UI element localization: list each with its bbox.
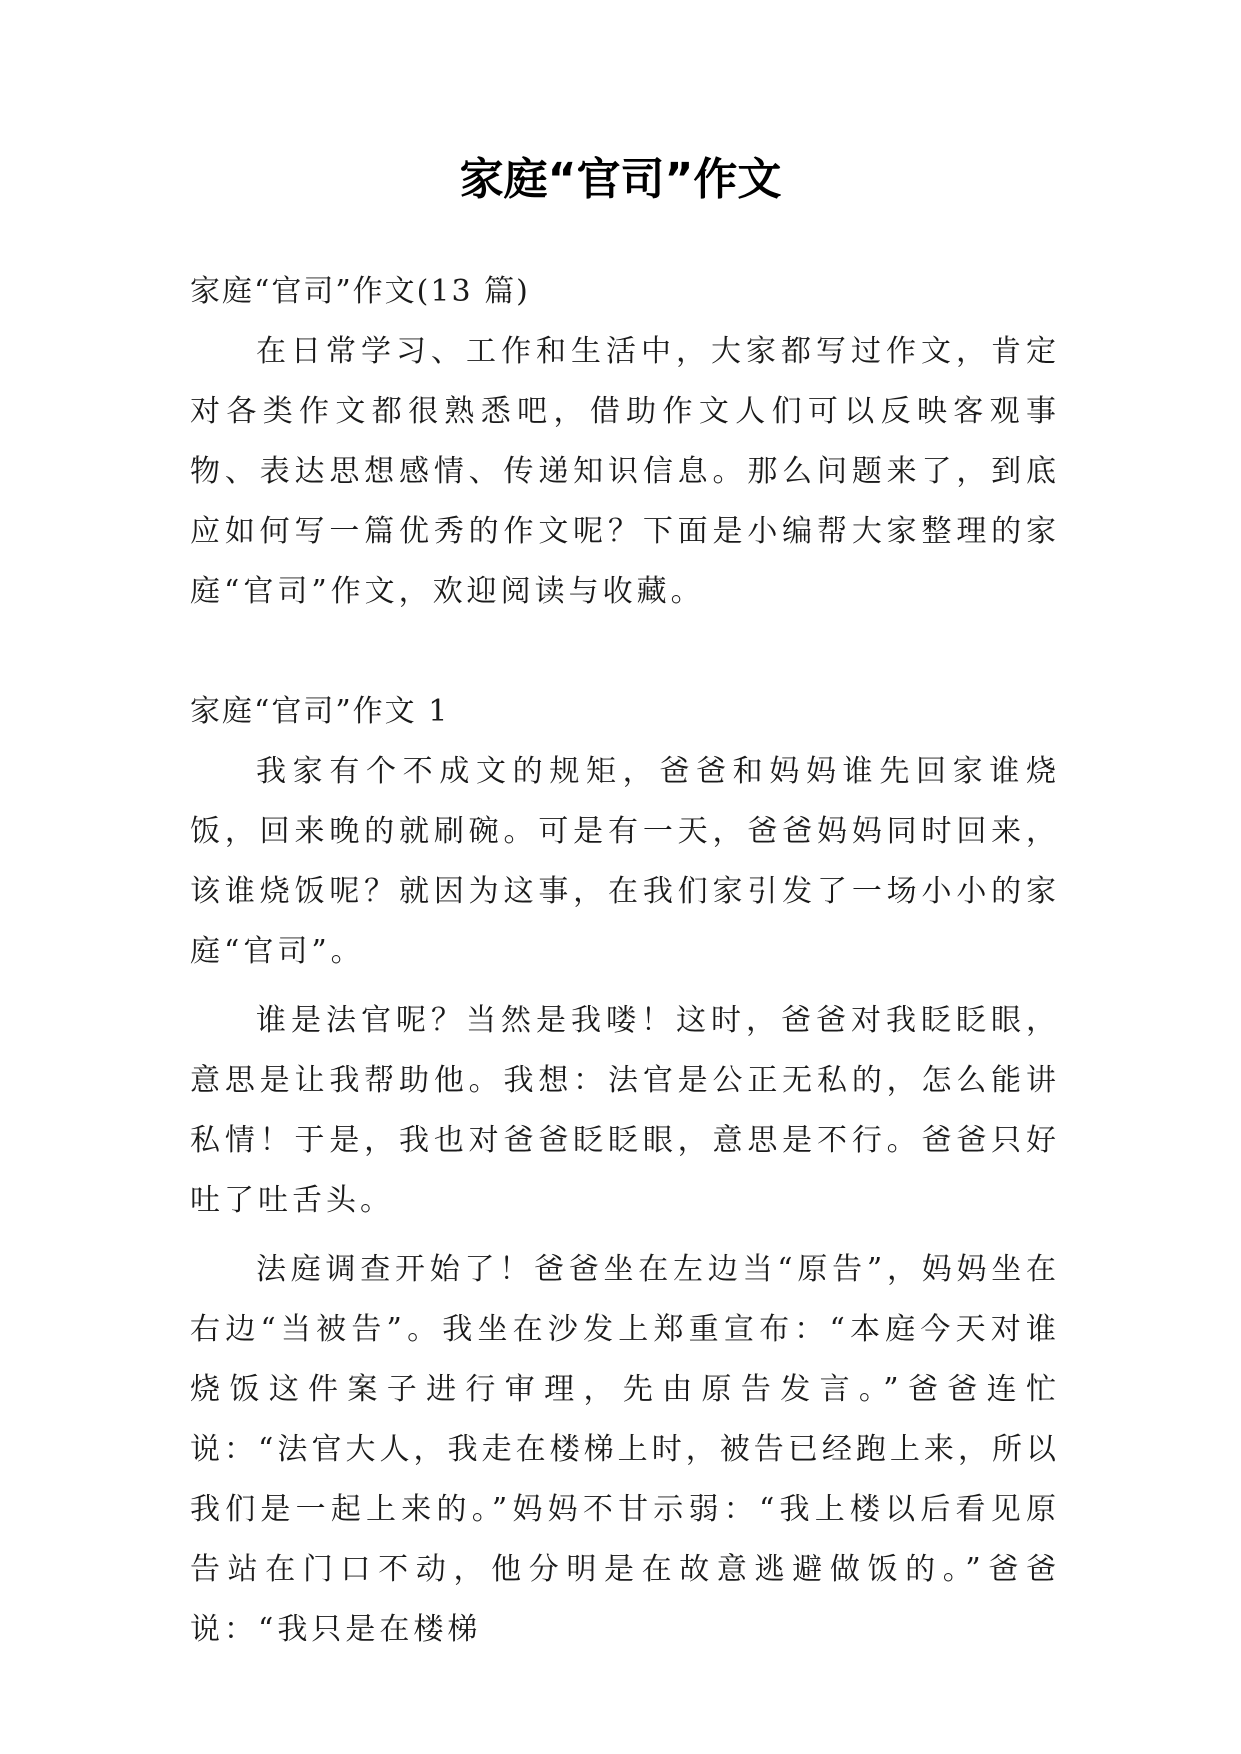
section-heading: 家庭“官司”作文 1: [190, 694, 450, 729]
document-body: [190, 262, 1060, 1660]
document-subtitle: 家庭“官司”作文(13 篇): [190, 274, 530, 309]
body-paragraph: 法庭调查开始了！爸爸坐在左边当“原告”，妈妈坐在右边“当被告”。我坐在沙发上郑重宣布：“本庭今天对谁烧饭这件案子进行审理，先由原告发言。”爸爸连忙说：“法官大人，我走在楼梯上时，被告已经跑上来，所以我们是一起上来的。”妈妈不甘示弱：“我上楼以后看见原告站在门口不动，他分明是在故意逃避做饭的。”爸爸说：“我只是在楼梯: [190, 1252, 1060, 1647]
section-spacer: [190, 622, 1060, 682]
intro-paragraph: 在日常学习、工作和生活中，大家都写过作文，肯定对各类作文都很熟悉吧，借助作文人们可以反映客观事物、表达思想感情、传递知识信息。那么问题来了，到底应如何写一篇优秀的作文呢？下面是小编帮大家整理的家庭“官司”作文，欢迎阅读与收藏。: [190, 334, 1060, 609]
document-title: 家庭“官司”作文: [459, 154, 782, 205]
body-paragraph: 谁是法官呢？当然是我喽！这时，爸爸对我眨眨眼，意思是让我帮助他。我想：法官是公正无私的，怎么能讲私情！于是，我也对爸爸眨眨眼，意思是不行。爸爸只好吐了吐舌头。: [190, 1003, 1060, 1218]
body-paragraph: 我家有个不成文的规矩，爸爸和妈妈谁先回家谁烧饭，回来晚的就刷碗。可是有一天，爸爸妈妈同时回来，该谁烧饭呢？就因为这事，在我们家引发了一场小小的家庭“官司”。: [190, 754, 1060, 969]
